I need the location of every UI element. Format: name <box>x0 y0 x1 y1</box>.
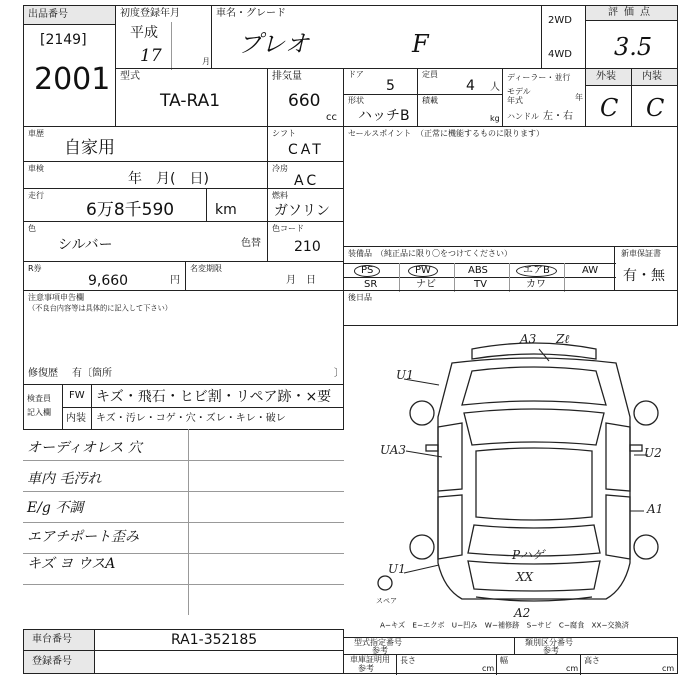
body-shape-value: ハッチB <box>358 108 410 124</box>
lot-id: [2149] <box>40 32 87 48</box>
equipment-col-4 <box>564 263 565 292</box>
notes-rule-4 <box>23 553 344 554</box>
model-year-unit: 年 <box>575 93 583 102</box>
recycle-unit: 円 <box>170 275 180 286</box>
mileage-cell <box>23 188 207 222</box>
mark-xx: XX <box>516 570 534 584</box>
equip-leather: カワ <box>526 279 546 290</box>
legend-fw-head-cell <box>62 384 92 408</box>
mileage-unit: km <box>215 202 237 218</box>
drive-4wd: 4WD <box>548 49 572 60</box>
inspector-label-2: 記入欄 <box>27 408 51 417</box>
dim-height-label: 高さ <box>584 656 600 665</box>
model-value: TA-RA1 <box>160 91 221 111</box>
equip-abs: ABS <box>468 265 488 276</box>
recycle-value: 9,660 <box>88 273 129 289</box>
caution-note: （不良台内容等は具体的に記入して下さい） <box>28 304 172 313</box>
note-1: オーディオレス 穴 <box>27 440 142 456</box>
spare-label: スペア <box>376 597 397 605</box>
load-label: 積載 <box>422 96 438 105</box>
caution-cell <box>23 290 344 385</box>
dim-width-unit: cm <box>566 664 579 673</box>
mark-a1: A1 <box>647 502 664 516</box>
score-value: 3.5 <box>614 33 653 61</box>
mileage-value: 6万8千590 <box>86 200 175 220</box>
equipment-label: 装備品 <box>348 249 372 258</box>
score-label: 評価点 <box>608 7 656 18</box>
equip-aw: AW <box>582 265 599 276</box>
drive-cell <box>541 5 586 69</box>
type-designation-cell <box>343 637 515 655</box>
first-reg-cell <box>115 5 212 69</box>
model-year-label: モデル年式 <box>507 87 531 105</box>
first-reg-divider <box>171 22 172 70</box>
doors-label: ドア <box>348 70 364 79</box>
registration-cell <box>94 650 344 674</box>
diagram-legend: A−キズ E−エクボ U−凹み W−補修跡 S−サビ C−腐食 XX−交換済 <box>380 621 630 630</box>
dealer-cell <box>502 68 586 127</box>
mark-u2: U2 <box>644 446 662 460</box>
body-shape-cell <box>343 94 418 127</box>
class-number-ref: 参考 <box>543 646 559 655</box>
color-code-cell <box>267 221 344 262</box>
chassis-label: 車台番号 <box>32 634 72 645</box>
fuel-label: 燃料 <box>272 191 288 200</box>
fuel-value: ガソリン <box>274 203 330 219</box>
note-2: 車内 毛汚れ <box>27 471 102 487</box>
equipment-rule-2 <box>344 277 616 278</box>
handle-label: ハンドル <box>507 112 539 121</box>
meigi-label: 名変期限 <box>190 264 222 273</box>
shift-label: シフト <box>272 129 296 138</box>
handle-value: 左・右 <box>543 111 573 122</box>
ac-cell <box>267 161 344 189</box>
dim-length-label: 長さ <box>400 656 416 665</box>
car-name: プレオ <box>238 30 310 58</box>
lot-cell <box>23 24 116 127</box>
note-4: エアチポート歪み <box>27 529 139 545</box>
notes-rule-5 <box>23 584 344 585</box>
note-3: E/g 不調 <box>27 500 84 516</box>
color-code-label: 色コード <box>272 224 304 233</box>
mileage-label: 走行 <box>28 191 44 200</box>
color-cell <box>23 221 268 262</box>
legend-fw-items: キズ・飛石・ヒビ割・リペア跡・×要 <box>96 389 332 405</box>
displacement-label: 排気量 <box>272 71 302 82</box>
equipment-cell <box>343 246 615 291</box>
legend-fw-head: FW <box>69 390 85 401</box>
exterior-cell <box>585 85 632 127</box>
repair-value: 有〔箇所 <box>72 368 112 379</box>
equipment-rule-1 <box>344 263 616 264</box>
color-code-value: 210 <box>294 239 321 255</box>
equipment-col-3 <box>509 263 510 292</box>
capacity-value: 4 <box>466 78 475 94</box>
repair-close: 〕 <box>334 368 344 379</box>
capacity-cell <box>417 68 503 95</box>
warranty-cell <box>614 246 678 291</box>
exterior-label: 外装 <box>596 71 616 82</box>
legend-interior-head: 内装 <box>66 413 86 424</box>
class-number-cell <box>514 637 678 655</box>
mark-z: Zℓ <box>556 332 570 346</box>
notes-rule-1 <box>23 460 344 461</box>
inspection-value: 年 月( 日) <box>128 171 209 187</box>
notes-rule-3 <box>23 522 344 523</box>
lot-label-cell <box>23 5 116 25</box>
car-name-cell <box>211 5 542 69</box>
load-cell <box>417 94 503 127</box>
equip-airbag: エアB <box>516 265 557 277</box>
dim-width-label: 幅 <box>500 656 508 665</box>
equipment-note: （純正品に限り〇をつけてください） <box>376 249 512 258</box>
chassis-cell <box>94 629 344 651</box>
body-shape-label: 形状 <box>348 96 364 105</box>
notes-divider <box>188 429 189 615</box>
repair-label: 修復歴 <box>28 368 58 379</box>
sales-point-note: （正常に機能するものに限ります） <box>416 129 544 138</box>
first-reg-era: 平成 <box>130 25 158 41</box>
category-value: 自家用 <box>64 138 115 158</box>
mark-a3: A3 <box>520 332 537 346</box>
inspection-label: 車検 <box>28 164 44 173</box>
exterior-label-cell <box>585 68 632 86</box>
capacity-unit: 人 <box>490 82 500 93</box>
interior-value: C <box>646 94 665 122</box>
score-cell <box>585 20 678 69</box>
notes-rule-2 <box>23 491 344 492</box>
color-value: シルバー <box>58 237 113 253</box>
first-reg-label: 初度登録年月 <box>120 8 180 19</box>
mark-u1-rear: U1 <box>388 562 406 576</box>
equip-tv: TV <box>474 279 487 290</box>
mark-ua3: UA3 <box>380 443 407 457</box>
inspection-cell <box>23 161 268 189</box>
load-unit: kg <box>490 114 500 123</box>
equip-sr: SR <box>364 279 378 290</box>
notes-area <box>23 429 344 615</box>
dealer-label: ディーラー・並行 <box>507 73 571 82</box>
equip-navi: ナビ <box>416 279 436 290</box>
interior-label-cell <box>631 68 678 86</box>
shift-cell <box>267 126 344 162</box>
doors-value: 5 <box>386 78 395 94</box>
legend-interior-head-cell <box>62 407 92 430</box>
interior-label: 内装 <box>642 71 662 82</box>
model-cell <box>115 68 268 127</box>
doors-cell <box>343 68 418 95</box>
model-label: 型式 <box>120 71 140 82</box>
ac-value: AC <box>294 173 320 189</box>
note-5: キズ ヨ ウスA <box>27 556 116 572</box>
car-grade: F <box>412 30 429 58</box>
inspector-label-cell <box>23 384 63 430</box>
exterior-value: C <box>600 94 619 122</box>
cert-divider-2 <box>496 655 497 675</box>
class-number-label: 類別区分番号 <box>525 638 573 647</box>
registration-label: 登録番号 <box>32 656 72 667</box>
color-label: 色 <box>28 224 36 233</box>
dim-length-unit: cm <box>482 664 495 673</box>
chassis-value: RA1-352185 <box>171 632 258 648</box>
mileage-unit-cell <box>206 188 268 222</box>
displacement-unit: cc <box>326 112 337 123</box>
warranty-value: 有・無 <box>623 268 665 284</box>
fuel-cell <box>267 188 344 222</box>
warranty-label: 新車保証書 <box>621 249 661 258</box>
lot-label: 出品番号 <box>28 9 68 20</box>
cert-divider-3 <box>580 655 581 675</box>
dim-height-unit: cm <box>662 664 675 673</box>
capacity-label: 定員 <box>422 70 438 79</box>
color-repaint-label: 色替 <box>241 238 261 249</box>
first-reg-year: 17 <box>140 46 162 66</box>
car-diagram <box>344 327 678 619</box>
sales-point-label: セールスポイント <box>348 129 412 138</box>
score-label-cell <box>585 5 678 21</box>
cert-divider-1 <box>396 655 397 675</box>
drive-2wd: 2WD <box>548 15 572 26</box>
mark-a2: A2 <box>514 606 531 619</box>
equip-ps: PS <box>354 265 380 277</box>
mark-u1-front: U1 <box>396 368 414 382</box>
first-reg-unit: 月 <box>202 57 210 66</box>
interior-cell <box>631 85 678 127</box>
inspector-label-1: 検査員 <box>27 394 51 403</box>
recycle-cell <box>23 261 186 291</box>
car-name-label: 車名・グレード <box>216 8 286 19</box>
shift-value: CAT <box>288 142 324 158</box>
meigi-unit: 月 日 <box>286 275 316 286</box>
rear-seat-label: 後日品 <box>348 293 372 302</box>
caution-label: 注意事項申告欄 <box>28 293 84 302</box>
lot-number: 2001 <box>34 62 111 97</box>
category-cell <box>23 126 268 162</box>
equip-pw: PW <box>408 265 438 277</box>
legend-interior-cell <box>91 407 344 430</box>
meigi-cell <box>185 261 344 291</box>
cert-ref: 参考 <box>358 664 374 673</box>
cert-label: 車庫証明用 <box>350 655 390 664</box>
ac-label: 冷房 <box>272 164 288 173</box>
displacement-cell <box>267 68 344 127</box>
chassis-label-cell <box>23 629 95 651</box>
rear-seat-cell <box>343 290 678 326</box>
category-label: 車歴 <box>28 129 44 138</box>
legend-interior-items: キズ・汚レ・コゲ・穴・ズレ・キレ・破レ <box>96 413 286 424</box>
legend-fw-cell <box>91 384 344 408</box>
type-designation-label: 型式指定番号 <box>354 638 402 647</box>
sales-point-cell <box>343 126 678 247</box>
displacement-value: 660 <box>288 91 321 111</box>
type-designation-ref: 参考 <box>372 646 388 655</box>
mark-p-hage: Pハゲ <box>512 548 545 562</box>
recycle-label: R券 <box>28 264 42 273</box>
cert-cell <box>343 654 678 674</box>
equipment-col-2 <box>454 263 455 292</box>
registration-label-cell <box>23 650 95 674</box>
equipment-col-1 <box>399 263 400 292</box>
